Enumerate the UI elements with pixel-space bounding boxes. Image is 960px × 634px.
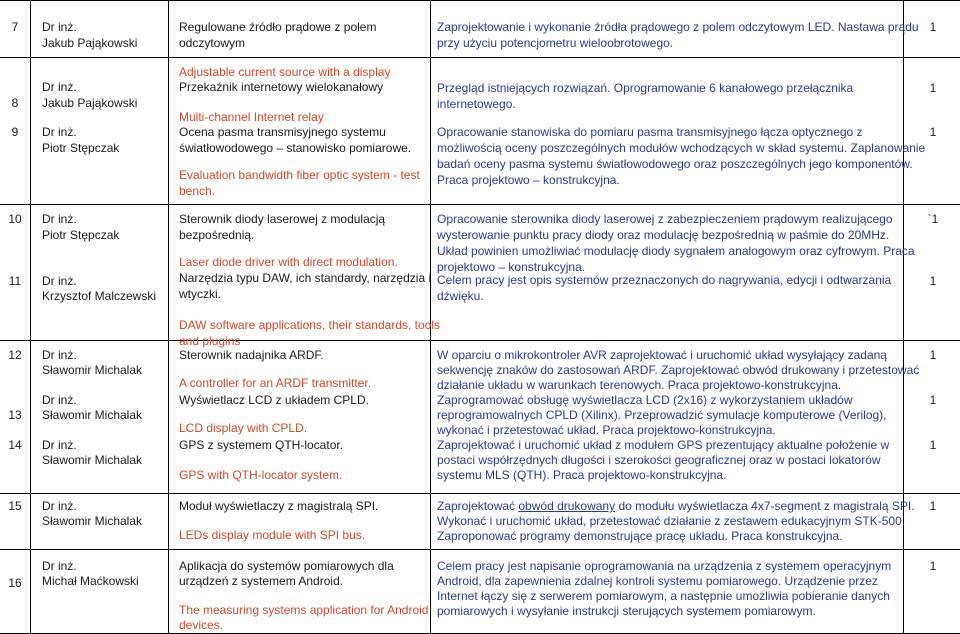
topic-pl: Moduł wyświetlaczy z magistralą SPI. <box>179 499 379 513</box>
description: pomiarowych i wysyłanie instrukcji sterujących systemem pomiarowym. <box>437 604 816 618</box>
author-title: Dr inż. <box>42 499 77 513</box>
topic-pl: GPS z systemem QTH-locator. <box>179 438 344 452</box>
row-number: 10 <box>8 212 22 226</box>
author-name: Piotr Stępczak <box>42 228 120 242</box>
row-number: 11 <box>8 274 22 288</box>
description-underlined-text: obwód drukowany <box>518 499 616 513</box>
ects-value: 1 <box>929 348 937 362</box>
topic-pl: Ocena pasma transmisyjnego systemu <box>179 125 386 139</box>
author-title: Dr inż. <box>42 80 77 94</box>
description: możliwością oceny poszczególnych modułów wchodzących w skład systemu. Zaplanowanie <box>437 141 926 155</box>
description: sekwencję znaków do zastosowań ARDF. Zaprojektować obwód drukowany i przetestować <box>437 363 920 377</box>
topic-en: Adjustable current source with a display <box>179 65 391 79</box>
description: reprogramowalnych CPLD (Xilinx). Przeprowadzić symulacje komputerowe (Verilog), <box>437 408 887 422</box>
description: Wykonać i uruchomić układ, przetestować działanie z zestawem edukacyjnym STK-500. <box>437 514 906 528</box>
author-title: Dr inż. <box>42 212 77 226</box>
description: Opracowanie stanowiska do pomiaru pasma transmisyjnego łącza optycznego z <box>437 125 863 139</box>
description: badań oceny pasma systemu światłowodowego oraz poszczególnych jego komponentów. <box>437 157 913 171</box>
topic-en: bench. <box>179 184 216 198</box>
author-name: Sławomir Michalak <box>42 408 143 422</box>
topic-pl: Sterownik diody laserowej z modulacją <box>179 212 386 226</box>
description: Zaprogramować obsługę wyświetlacza LCD (2x16) z wykorzystaniem układów <box>437 393 853 407</box>
description: wykonać i przetestować układ. Praca projektowo-konstrukcyjna. <box>437 423 776 437</box>
topic-en: Evaluation bandwidth fiber optic system - test <box>179 168 420 182</box>
author-title: Dr inż. <box>42 393 77 407</box>
description: Praca projektowo – konstrukcyjna. <box>437 173 620 187</box>
row-number: 13 <box>8 408 22 422</box>
description: Zaproponować programy demonstrujące pracę układu. Praca konstrukcyjna. <box>437 529 843 543</box>
ects-value: 1 <box>929 125 937 139</box>
description: projektowo – konstrukcyjna. <box>437 260 586 274</box>
ects-value: 1 <box>929 274 937 288</box>
description-text: Zaprojektować <box>437 499 519 513</box>
author-name: Sławomir Michalak <box>42 514 143 528</box>
topic-pl: światłowodowego – stanowisko pomiarowe. <box>179 141 412 155</box>
column-divider <box>168 0 169 634</box>
topic-en: GPS with QTH-locator system. <box>179 468 343 482</box>
description: Przegląd istniejących rozwiązań. Oprogramowanie 6 kanałowego przełącznika <box>437 81 854 95</box>
author-name: Krzysztof Malczewski <box>42 289 157 303</box>
topic-en: A controller for an ARDF transmitter. <box>179 376 372 390</box>
author-title: Dr inż. <box>42 559 77 573</box>
topic-en: Laser diode driver with direct modulation. <box>179 255 398 269</box>
description: Układ powinien umożliwiać modulację diody sygnałem analogowym oraz cyfrowym. Praca <box>437 244 915 258</box>
column-divider <box>30 0 31 634</box>
topic-pl: Narzędzia typu DAW, ich standardy, narzędzia i <box>179 271 432 285</box>
ects-value: 1 <box>929 393 937 407</box>
description: Zaprojektować i uruchomić układ z modułem GPS prezentujący aktualne położenie w <box>437 438 890 452</box>
author-name: Jakub Pająkowski <box>42 36 138 50</box>
topic-en: The measuring systems application for Android <box>179 603 429 617</box>
author-title: Dr inż. <box>42 274 77 288</box>
topic-pl: wtyczki. <box>179 287 221 301</box>
row-divider <box>0 493 960 494</box>
row-number: 12 <box>8 348 22 362</box>
row-divider <box>0 549 960 550</box>
topic-pl: urządzeń z systemem Android. <box>179 574 344 588</box>
row-divider <box>0 0 960 1</box>
description: Zaprojektowanie i wykonanie źródła prądowego z polem odczytowym LED. Nastawa prądu <box>437 20 919 34</box>
row-number: 15 <box>8 499 22 513</box>
description: systemu MLS (QTH). Praca projektowo-konstrukcyjna. <box>437 468 727 482</box>
description: Internet łączy się z serwerem pomiarowym, a następnie umożliwia pobieranie danych <box>437 589 890 603</box>
description: W oparciu o mikrokontroler AVR zaprojektować i uruchomić układ wysyłający zadaną <box>437 348 887 362</box>
row-divider <box>0 340 960 341</box>
description: przy użyciu potencjometru wieloobrotowego. <box>437 36 674 50</box>
row-number: 7 <box>11 20 19 34</box>
description: postaci współrzędnych długości i szerokości geograficznej oraz w postaci lokatorów <box>437 453 881 467</box>
row-divider <box>0 57 960 58</box>
topic-pl: Wyświetlacz LCD z układem CPLD. <box>179 393 369 407</box>
author-name: Piotr Stępczak <box>42 141 120 155</box>
topic-pl: odczytowym <box>179 36 246 50</box>
description: działanie układu w warunkach terenowych. Praca projektowo-konstrukcyjna. <box>437 378 842 392</box>
description: internetowego. <box>437 97 516 111</box>
row-number: 9 <box>11 125 19 139</box>
row-number: 16 <box>8 576 22 590</box>
topic-pl: Aplikacja do systemów pomiarowych dla <box>179 559 394 573</box>
topic-pl: bezpośrednią. <box>179 228 255 242</box>
topic-pl: Sterownik nadajnika ARDF. <box>179 348 324 362</box>
author-title: Dr inż. <box>42 438 77 452</box>
row-number: 14 <box>8 438 22 452</box>
description: Opracowanie sterownika diody laserowej z zabezpieczeniem prądowym realizującego <box>437 212 893 226</box>
topic-en: DAW software applications, their standards, tools <box>179 318 441 332</box>
author-name: Sławomir Michalak <box>42 363 143 377</box>
author-name: Sławomir Michalak <box>42 453 143 467</box>
author-title: Dr inż. <box>42 20 77 34</box>
ects-value: `1 <box>927 212 939 226</box>
ects-value: 1 <box>929 20 937 34</box>
topic-pl: Przekaźnik internetowy wielokanałowy <box>179 80 384 94</box>
topic-en: devices. <box>179 618 224 632</box>
description-text: do modułu wyświetlacza 4x7-segment z magistralą SPI. <box>615 499 915 513</box>
topic-pl: Regulowane źródło prądowe z polem <box>179 20 377 34</box>
description: wysterowanie punktu pracy diody oraz modulację bezpośrednią w paśmie do 20MHz. <box>437 228 890 242</box>
description: Celem pracy jest napisanie oprogramowania na urządzenia z systemem operacyjnym <box>437 559 892 573</box>
description: Celem pracy jest opis systemów przeznaczonych do nagrywania, edycji i odtwarzania <box>437 273 892 287</box>
description: Android, dla zapewnienia zdalnej kontroli systemu pomiarowego. Urządzenie przez <box>437 574 878 588</box>
topic-en: Multi-channel Internet relay <box>179 110 324 124</box>
row-number: 8 <box>11 96 19 110</box>
author-title: Dr inż. <box>42 125 77 139</box>
author-name: Jakub Pająkowski <box>42 96 138 110</box>
topic-en: LEDs display module with SPI bus. <box>179 528 366 542</box>
description: dźwięku. <box>437 289 484 303</box>
column-divider <box>903 0 904 634</box>
topic-en: LCD display with CPLD. <box>179 421 308 435</box>
topic-en: and plugins <box>179 334 241 348</box>
ects-value: 1 <box>929 438 937 452</box>
author-name: Michał Maćkowski <box>42 574 139 588</box>
description <box>437 498 915 514</box>
row-divider <box>0 204 960 205</box>
author-title: Dr inż. <box>42 348 77 362</box>
ects-value: 1 <box>929 499 937 513</box>
ects-value: 1 <box>929 81 937 95</box>
ects-value: 1 <box>929 559 937 573</box>
